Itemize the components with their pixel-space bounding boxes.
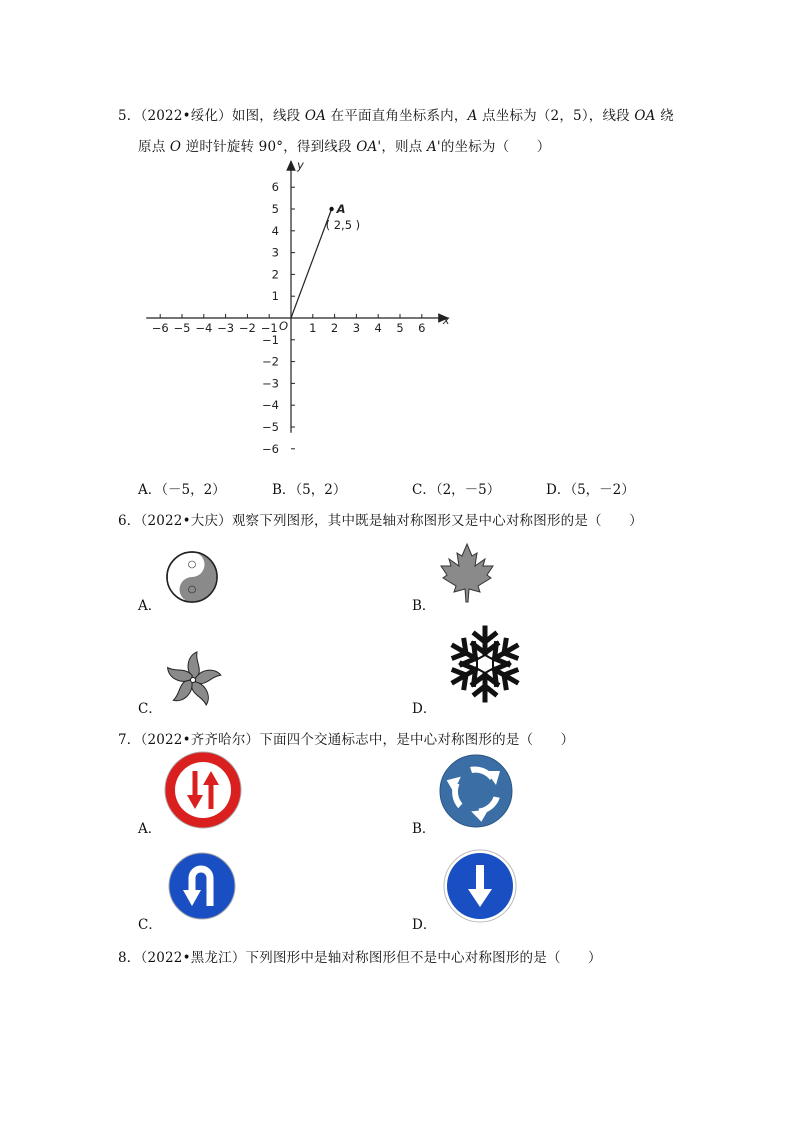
x-tick-label: −1	[260, 321, 278, 335]
x-axis-label: x	[442, 313, 450, 327]
y-tick-label: 5	[271, 202, 279, 216]
x-tick-label: −4	[195, 321, 213, 335]
x-tick-label: 6	[418, 321, 426, 335]
q5-option-a[interactable]: A．（－5，2）	[138, 482, 226, 498]
y-tick-label: −1	[262, 332, 279, 347]
maple-leaf-icon[interactable]	[439, 542, 495, 602]
q8-stem: 8．（2022•黑龙江）下列图形中是轴对称图形但不是中心对称图形的是（ ）	[118, 950, 602, 966]
q5-stem-line2: 原点 O 逆时针旋转 90°，得到线段 OA'，则点 A'的坐标为（ ）	[138, 139, 551, 155]
q5-option-d[interactable]: D．（5，－2）	[546, 482, 635, 498]
y-tick-label: 2	[271, 267, 279, 282]
q7-label-d[interactable]: D．	[412, 917, 437, 933]
x-tick-label: −3	[217, 321, 235, 335]
x-tick-label: −5	[173, 321, 191, 335]
bauhinia-flower-icon[interactable]	[164, 651, 222, 709]
q5-option-c[interactable]: C．（2，－5）	[412, 482, 501, 498]
q5-stem-line1: 5．（2022•绥化）如图，线段 OA 在平面直角坐标系内，A 点坐标为（2，5），线段 OA 绕	[118, 108, 674, 124]
x-tick-label: 4	[374, 321, 382, 335]
origin-label: O	[279, 319, 289, 333]
y-tick-label: −4	[262, 398, 279, 413]
x-tick-label: 2	[330, 321, 339, 335]
yin-yang-icon[interactable]	[166, 551, 218, 603]
q5-option-b[interactable]: B．（5，2）	[272, 482, 347, 498]
y-tick-label: −3	[262, 376, 279, 391]
point-a-coordinate-label: ( 2,5 )	[325, 218, 361, 232]
point-a-label: A	[336, 202, 346, 216]
x-tick-label: 1	[309, 321, 317, 335]
y-tick-label: 1	[271, 289, 279, 304]
y-tick-label: −2	[262, 354, 279, 369]
y-tick-label: −6	[262, 441, 279, 456]
q6-label-b[interactable]: B．	[412, 598, 436, 614]
u-turn-sign-icon[interactable]	[168, 852, 236, 920]
q7-label-b[interactable]: B．	[412, 821, 436, 837]
q7-label-a[interactable]: A．	[138, 821, 162, 837]
straight-ahead-down-sign-icon[interactable]	[443, 849, 517, 923]
x-tick-label: −6	[151, 321, 169, 335]
roundabout-sign-icon[interactable]	[439, 754, 513, 828]
q6-label-c[interactable]: C．	[138, 701, 162, 717]
axes	[146, 158, 450, 433]
q6-label-a[interactable]: A．	[138, 598, 162, 614]
chart-marks	[291, 202, 360, 318]
y-axis-label: y	[297, 158, 304, 173]
two-way-traffic-sign-icon[interactable]	[164, 751, 242, 829]
x-tick-label: 3	[352, 321, 361, 335]
point-a	[329, 207, 333, 211]
snowflake-icon[interactable]	[440, 624, 530, 704]
y-tick-label: 4	[271, 223, 279, 238]
y-tick-label: 3	[271, 245, 279, 260]
q7-label-c[interactable]: C．	[138, 917, 162, 933]
coordinate-plane	[130, 155, 450, 475]
y-tick-label: −5	[262, 420, 279, 434]
x-tick-label: −2	[238, 321, 256, 335]
q6-stem: 6．（2022•大庆）观察下列图形，其中既是轴对称图形又是中心对称图形的是（ ）	[118, 513, 643, 529]
x-tick-label: 5	[396, 321, 404, 335]
y-tick-label: 6	[271, 180, 279, 195]
q7-stem: 7．（2022•齐齐哈尔）下面四个交通标志中，是中心对称图形的是（ ）	[118, 732, 575, 748]
q6-label-d[interactable]: D．	[412, 701, 437, 717]
